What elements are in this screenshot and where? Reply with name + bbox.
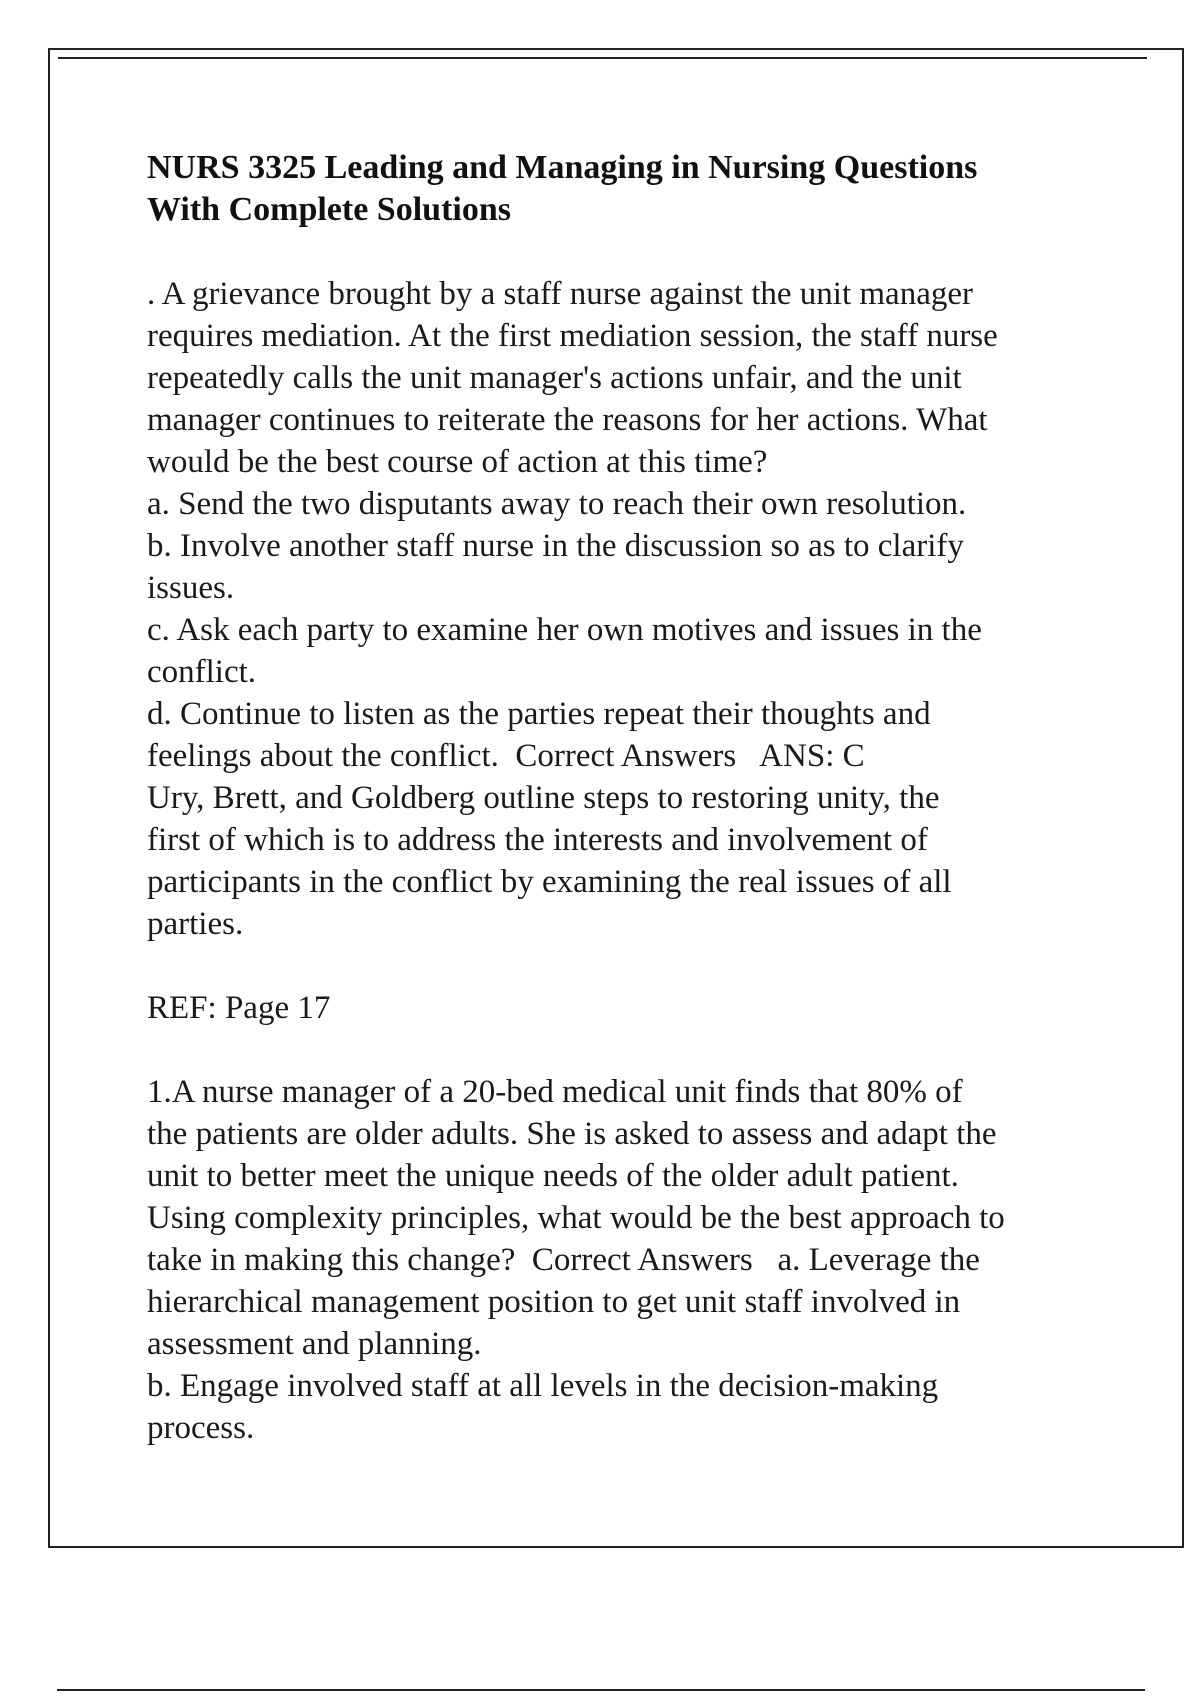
question-1-line: Using complexity principles, what would be the best approach to	[147, 1200, 1005, 1236]
question-1-block	[147, 1071, 1147, 1449]
question-0-option-b: b. Involve another staff nurse in the discussion so as to clarify	[147, 528, 964, 564]
document-title	[147, 147, 1147, 231]
question-0-block	[147, 273, 1147, 945]
page-border-frame	[48, 48, 1184, 1548]
question-0-line: repeatedly calls the unit manager's actions unfair, and the unit	[147, 360, 962, 396]
bottom-rule-divider	[57, 1689, 1145, 1691]
question-0-option-c: c. Ask each party to examine her own motives and issues in the	[147, 612, 982, 648]
question-0-line: . A grievance brought by a staff nurse against the unit manager	[147, 276, 973, 312]
question-0-option-c: conflict.	[147, 654, 257, 690]
question-1-line: unit to better meet the unique needs of the older adult patient.	[147, 1158, 959, 1194]
document-body	[147, 147, 1147, 1449]
question-0-reference: REF: Page 17	[147, 990, 331, 1026]
question-0-rationale: parties.	[147, 906, 244, 942]
question-0-rationale: participants in the conflict by examining the real issues of all	[147, 864, 952, 900]
question-0-line: would be the best course of action at this time?	[147, 444, 768, 480]
question-1-line: 1.A nurse manager of a 20-bed medical unit finds that 80% of	[147, 1074, 963, 1110]
question-1-option-b: b. Engage involved staff at all levels in the decision-making	[147, 1368, 939, 1404]
question-0-line: manager continues to reiterate the reasons for her actions. What	[147, 402, 988, 438]
top-rule-divider	[58, 57, 1147, 59]
question-0-option-b: issues.	[147, 570, 235, 606]
document-title-line-1: NURS 3325 Leading and Managing in Nursing Questions	[147, 149, 978, 186]
document-title-line-2: With Complete Solutions	[147, 191, 511, 228]
question-1-option-a: assessment and planning.	[147, 1326, 482, 1362]
question-0-answer: feelings about the conflict. Correct Answers ANS: C	[147, 738, 865, 774]
question-0-line: requires mediation. At the first mediation session, the staff nurse	[147, 318, 998, 354]
question-1-answer: take in making this change? Correct Answers a. Leverage the	[147, 1242, 980, 1278]
question-1-line: the patients are older adults. She is asked to assess and adapt the	[147, 1116, 997, 1152]
question-0-rationale: Ury, Brett, and Goldberg outline steps to restoring unity, the	[147, 780, 940, 816]
question-0-option-d: d. Continue to listen as the parties repeat their thoughts and	[147, 696, 931, 732]
question-1-option-a: hierarchical management position to get unit staff involved in	[147, 1284, 961, 1320]
question-0-rationale: first of which is to address the interests and involvement of	[147, 822, 928, 858]
question-0-option-a: a. Send the two disputants away to reach their own resolution.	[147, 486, 967, 522]
question-1-option-b: process.	[147, 1410, 255, 1446]
